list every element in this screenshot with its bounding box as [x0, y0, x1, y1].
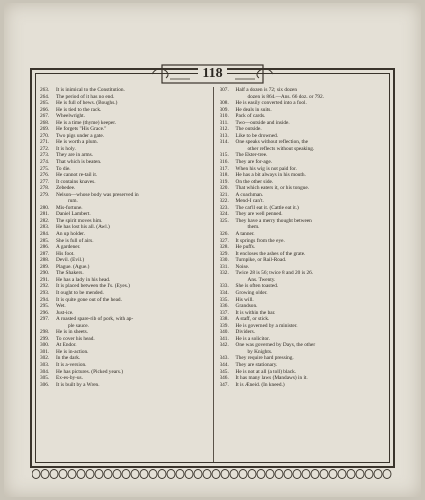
answer-number: 307.	[219, 87, 229, 93]
answer-text: Just-ice.	[56, 309, 74, 316]
answer-number: 301.	[40, 348, 50, 355]
answer-text: He is easily converted into a fool.	[235, 100, 307, 107]
answer-text: In the dark.	[56, 355, 81, 362]
answer-number: 334.	[219, 289, 229, 296]
answer-text: ple sauce.	[68, 322, 89, 329]
answer-text: Two—outside and inside.	[235, 119, 290, 126]
answer-text: On the other side.	[235, 178, 274, 185]
answer-text: That which eaters it, or his tongue.	[235, 185, 310, 192]
answer-text: Nelson—whose body was preserved in	[56, 191, 139, 198]
answer-number: 300.	[40, 342, 50, 349]
answer-text: That which is beaten.	[56, 159, 102, 166]
answer-text: When his wig is not paid for.	[235, 165, 297, 172]
answer-text: It is quite gone out of the head.	[56, 296, 122, 303]
answer-number: 295.	[40, 303, 50, 310]
answer-item	[220, 382, 389, 389]
answer-text: He has a lady in his head.	[56, 276, 111, 283]
answer-text: To cover his head.	[56, 335, 95, 342]
left-column	[40, 87, 214, 462]
answer-number: 313.	[219, 132, 229, 139]
answer-number: 292.	[40, 283, 50, 290]
answer-text: It is within the bar.	[235, 309, 276, 316]
answer-text: A tanner.	[235, 231, 255, 238]
answer-text: He deals in suits.	[235, 106, 272, 113]
answer-text: They require hard pressing.	[235, 355, 294, 362]
answer-number: 305.	[40, 375, 50, 382]
answer-text: Noise.	[235, 263, 250, 270]
answer-number: 329.	[219, 250, 229, 257]
answer-number: 327.	[219, 237, 229, 244]
answer-text: other reflects without speaking.	[247, 145, 315, 152]
answer-text: Zebedee.	[56, 185, 76, 192]
answer-number: 331.	[219, 263, 229, 270]
answer-number: 306.	[40, 381, 50, 388]
answer-number: 288.	[40, 257, 50, 264]
answer-number: 271.	[40, 139, 50, 146]
answer-number: 275.	[40, 165, 50, 172]
answer-number: 347.	[219, 381, 229, 388]
answer-text: He has lost his all. (Awl.)	[56, 224, 110, 231]
answer-text: Like to be drowned.	[235, 132, 279, 139]
answer-text: It is inimical to the Constitution.	[56, 87, 125, 93]
answer-text: They are for-age.	[235, 159, 273, 166]
answer-text: rum.	[68, 198, 78, 205]
answer-text: Grandson.	[235, 303, 258, 310]
answer-text: One was governed by Days, the other	[235, 342, 316, 349]
bottom-ornament-icon	[32, 467, 394, 481]
answer-number: 264.	[40, 93, 50, 100]
answer-number: 317.	[219, 165, 229, 172]
answer-number: 276.	[40, 172, 50, 179]
answer-text: They have a merry thought between	[235, 217, 312, 224]
answer-number: 279.	[40, 191, 50, 198]
answer-number: 277.	[40, 178, 50, 185]
answer-text: He cannot re-tail it.	[56, 172, 98, 179]
answer-text: It springs from the eye.	[235, 237, 285, 244]
answer-text: He has pictures. (Picked years.)	[56, 368, 124, 375]
answer-text: He is in-action.	[56, 348, 89, 355]
answer-number: 303.	[40, 361, 50, 368]
answer-number: 316.	[219, 159, 229, 166]
answer-number: 290.	[40, 270, 50, 277]
answer-text: Daniel Lambert.	[56, 211, 91, 218]
answer-number: 284.	[40, 231, 50, 238]
answer-text: It is placed between the I's. (Eyes.)	[56, 283, 130, 290]
answer-text: The outside.	[235, 126, 262, 133]
answer-number: 336.	[219, 303, 229, 310]
answer-text: It is built by a Wren.	[56, 381, 100, 388]
answer-text: One speaks without reflection, the	[235, 139, 309, 146]
answer-text: An up holder.	[56, 231, 85, 238]
answer-number: 337.	[219, 309, 229, 316]
answer-text: A staff, or stick.	[235, 316, 270, 323]
answer-number: 308.	[219, 100, 229, 107]
answer-number: 332.	[219, 270, 229, 277]
answer-text: by Knights.	[247, 348, 273, 355]
right-column	[220, 87, 389, 462]
answer-number: 312.	[219, 126, 229, 133]
answer-text: Half a dozen is 72; six dozen	[235, 87, 297, 93]
answer-text: The cat'll eat it. (Cattle eat it.)	[235, 204, 299, 211]
answer-text: Ans. Twenty.	[247, 276, 276, 283]
answer-number: 283.	[40, 224, 50, 231]
answer-number: 325.	[219, 217, 229, 224]
answer-text: At Endor.	[56, 342, 77, 349]
answer-text: Devil. (Evil.)	[56, 257, 85, 264]
answer-text: It is Æneid. (In kneed.)	[235, 381, 285, 388]
answer-number: 339.	[219, 322, 229, 329]
answer-number: 319.	[219, 178, 229, 185]
answer-text: them.	[247, 224, 260, 231]
answer-text: A gardener.	[56, 244, 81, 251]
answer-text: Pack of cards.	[235, 113, 266, 120]
answer-number: 310.	[219, 113, 229, 120]
answer-text: He forgets "His Grace."	[56, 126, 107, 133]
answer-text: Wheelwright.	[56, 113, 85, 120]
answer-item	[40, 382, 209, 389]
answer-text: It has many laws (Mandaws) in it.	[235, 375, 308, 382]
answer-text: Wet.	[56, 303, 66, 310]
answer-number: 314.	[219, 139, 229, 146]
answer-text: Mend-I can't.	[235, 198, 264, 205]
answer-text: The period of it has no end.	[56, 93, 115, 100]
answer-number: 311.	[219, 119, 229, 126]
answer-number: 270.	[40, 132, 50, 139]
answer-number: 338.	[219, 316, 229, 323]
answer-text: She is full of airs.	[56, 237, 94, 244]
answer-text: He is not at all (a toll) black.	[235, 368, 297, 375]
answer-number: 293.	[40, 289, 50, 296]
answer-text: Growing older.	[235, 289, 268, 296]
answer-text: They are well penned.	[235, 211, 283, 218]
answer-number: 315.	[219, 152, 229, 159]
answer-number: 281.	[40, 211, 50, 218]
answer-number: 266.	[40, 106, 50, 113]
answer-text: She is often toasted.	[235, 283, 279, 290]
answer-text: He is worth a plum.	[56, 139, 98, 146]
answer-text: They are in arms.	[56, 152, 94, 159]
answer-text: A roasted spare-rib of pork, with ap-	[56, 316, 134, 323]
answer-text: He puffs.	[235, 244, 256, 251]
answer-number: 265.	[40, 100, 50, 107]
answer-text: The spirit moves him.	[56, 217, 103, 224]
answer-text: He is a time (thyme) keeper.	[56, 119, 117, 126]
answer-number: 268.	[40, 119, 50, 126]
answer-number: 273.	[40, 152, 50, 159]
answer-text: He has a bit always in his mouth.	[235, 172, 306, 179]
answer-number: 326.	[219, 231, 229, 238]
answer-text: His foot.	[56, 250, 75, 257]
answer-number: 320.	[219, 185, 229, 192]
answer-number: 297.	[40, 316, 50, 323]
answer-text: Twice 28 is 56; twice 8 and 20 is 26.	[235, 270, 314, 277]
answer-number: 278.	[40, 185, 50, 192]
answer-number: 289.	[40, 263, 50, 270]
answer-text: dozen is 864.—Ans. 66 doz. or 792.	[247, 93, 325, 100]
answer-text: Two pigs under a gate.	[56, 132, 105, 139]
answer-number: 309.	[219, 106, 229, 113]
answer-number: 335.	[219, 296, 229, 303]
answer-number: 323.	[219, 204, 229, 211]
answer-text: Turnpike, or Rail-Road.	[235, 257, 287, 264]
answer-text: Ex-es-by-us.	[56, 375, 83, 382]
answer-number: 304.	[40, 368, 50, 375]
answer-number: 342.	[219, 342, 229, 349]
answer-text: To die.	[56, 165, 71, 172]
answer-number: 267.	[40, 113, 50, 120]
answer-text: It ought to be mended.	[56, 289, 104, 296]
answer-text: He is tied to the rack.	[56, 106, 102, 113]
answer-number: 286.	[40, 244, 50, 251]
answer-text: Dividers.	[235, 329, 256, 336]
answer-number: 287.	[40, 250, 50, 257]
answer-number: 298.	[40, 329, 50, 336]
answer-number: 285.	[40, 237, 50, 244]
answer-text: It encloses the ashes of the grate.	[235, 250, 306, 257]
answer-number: 272.	[40, 145, 50, 152]
answer-number: 291.	[40, 276, 50, 283]
answer-text: His will.	[235, 296, 254, 303]
answer-number: 340.	[219, 329, 229, 336]
answer-number: 280.	[40, 204, 50, 211]
answer-number: 282.	[40, 217, 50, 224]
answer-text: Mis-fortune.	[56, 204, 83, 211]
answer-number: 343.	[219, 355, 229, 362]
answer-number: 318.	[219, 172, 229, 179]
answer-text: It is holy.	[56, 145, 76, 152]
answers-columns	[40, 87, 388, 462]
answer-text: He is a solicitor.	[235, 335, 270, 342]
answer-text: It is a-version.	[56, 361, 87, 368]
answer-number: 296.	[40, 309, 50, 316]
answer-number: 302.	[40, 355, 50, 362]
answer-number: 294.	[40, 296, 50, 303]
answer-number: 274.	[40, 159, 50, 166]
answer-number: 299.	[40, 335, 50, 342]
answer-text: Plague. (Ague.)	[56, 263, 90, 270]
answer-number: 328.	[219, 244, 229, 251]
answer-number: 321.	[219, 191, 229, 198]
answer-number: 345.	[219, 368, 229, 375]
page-header	[150, 61, 275, 87]
answer-text: A coachman.	[235, 191, 264, 198]
answer-text: The Shakers.	[56, 270, 84, 277]
answer-number: 341.	[219, 335, 229, 342]
answer-number: 333.	[219, 283, 229, 290]
answer-number: 269.	[40, 126, 50, 133]
answer-text: He is governed by a minister.	[235, 322, 298, 329]
answer-number: 324.	[219, 211, 229, 218]
answer-number: 346.	[219, 375, 229, 382]
answer-text: It contains knaves.	[56, 178, 96, 185]
answer-text: They are stationary.	[235, 361, 278, 368]
answer-number: 344.	[219, 361, 229, 368]
answer-text: He is in sheets.	[56, 329, 89, 336]
answer-number: 322.	[219, 198, 229, 205]
answer-number: 263.	[40, 87, 50, 93]
answer-text: He is full of hews. (Boughs.)	[56, 100, 118, 107]
answer-number: 330.	[219, 257, 229, 264]
page-number: 118	[198, 66, 226, 82]
answer-text: The Ekter-tree.	[235, 152, 268, 159]
